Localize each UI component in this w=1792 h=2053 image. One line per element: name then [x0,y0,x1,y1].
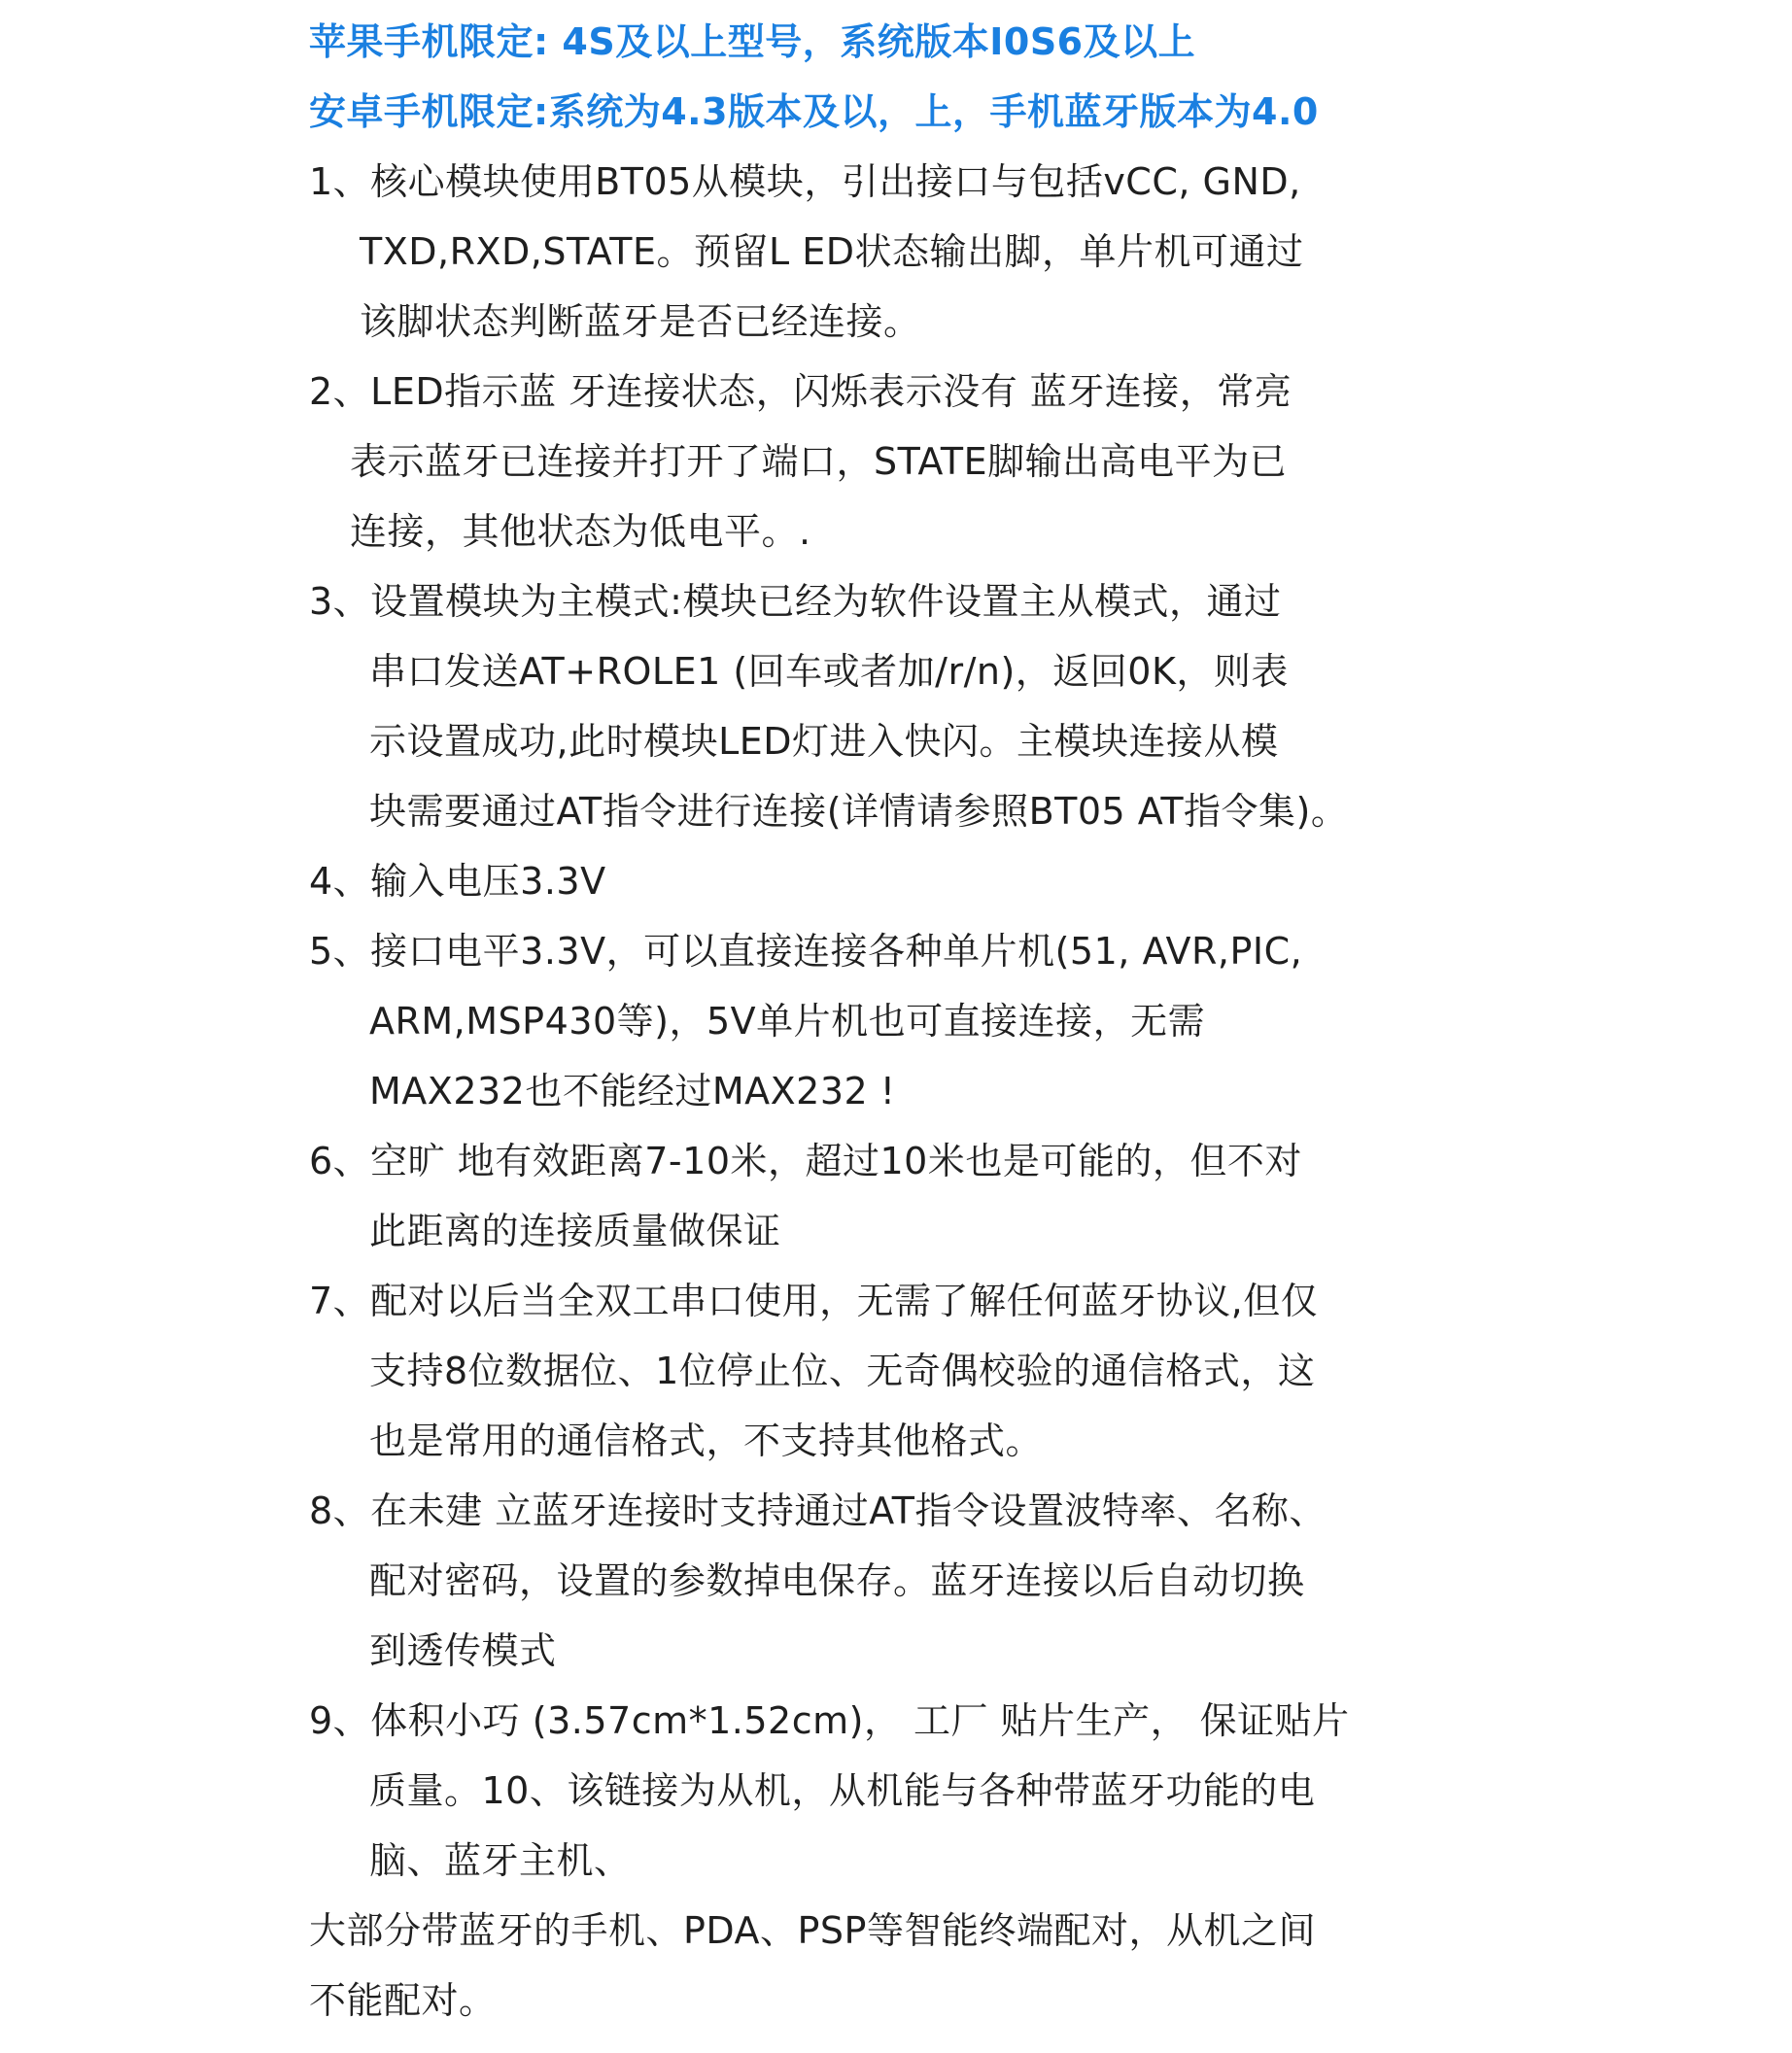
spec-line: 6、空旷 地有效距离7-10米，超过10米也是可能的，但不对 [309,1140,1302,1182]
spec-line: 1、核心模块使用BT05从模块，引出接口与包括vCC, GND, [309,160,1301,203]
spec-line: 9、体积小巧 (3.57cm*1.52cm)， 工厂 贴片生产， 保证贴片 [309,1699,1350,1742]
spec-line: 不能配对。 [309,1979,497,2022]
spec-line: ARM,MSP430等)，5V单片机也可直接连接，无需 [369,1000,1206,1043]
spec-line: 4、输入电压3.3V [309,860,606,903]
spec-line: 也是常用的通信格式，不支持其他格式。 [369,1420,1044,1462]
spec-line: 此距离的连接质量做保证 [369,1210,781,1252]
spec-line: 支持8位数据位、1位停止位、无奇偶校验的通信格式，这 [369,1350,1316,1392]
spec-line: TXD,RXD,STATE。预留L ED状态输出脚，单片机可通过 [360,230,1304,273]
spec-line: 示设置成功,此时模块LED灯进入快闪。主模块连接从模 [369,720,1279,763]
spec-line: 7、配对以后当全双工串口使用，无需了解任何蓝牙协议,但仅 [309,1280,1319,1322]
spec-line: 表示蓝牙已连接并打开了端口，STATE脚输出高电平为已 [350,440,1288,483]
spec-line: 块需要通过AT指令进行连接(详情请参照BT05 AT指令集)。 [369,790,1349,833]
spec-line: 配对密码，设置的参数掉电保存。蓝牙连接以后自动切换 [369,1559,1305,1602]
spec-line: 脑、蓝牙主机、 [369,1839,632,1882]
spec-line: 8、在未建 立蓝牙连接时支持通过AT指令设置波特率、名称、 [309,1489,1327,1532]
spec-line: 串口发送AT+ROLE1 (回车或者加/r/n)，返回0K，则表 [369,650,1289,693]
spec-line: 2、LED指示蓝 牙连接状态，闪烁表示没有 蓝牙连接，常亮 [309,370,1292,413]
spec-line: 5、接口电平3.3V，可以直接连接各种单片机(51, AVR,PIC, [309,930,1303,973]
spec-line: 质量。10、该链接为从机，从机能与各种带蓝牙功能的电 [369,1769,1316,1812]
spec-line: 3、设置模块为主模式:模块已经为软件设置主从模式，通过 [309,580,1282,623]
android-requirement-line: 安卓手机限定:系统为4.3版本及以，上，手机蓝牙版本为4.0 [309,90,1319,133]
spec-line: 大部分带蓝牙的手机、PDA、PSP等智能终端配对，从机之间 [309,1909,1316,1952]
spec-line: 到透传模式 [369,1629,557,1672]
spec-line: 该脚状态判断蓝牙是否已经连接。 [360,300,921,343]
spec-line: MAX232也不能经过MAX232 ! [369,1070,896,1112]
spec-line: 连接，其他状态为低电平。. [350,510,811,553]
apple-requirement-line: 苹果手机限定: 4S及以上型号，系统版本I0S6及以上 [309,20,1196,63]
